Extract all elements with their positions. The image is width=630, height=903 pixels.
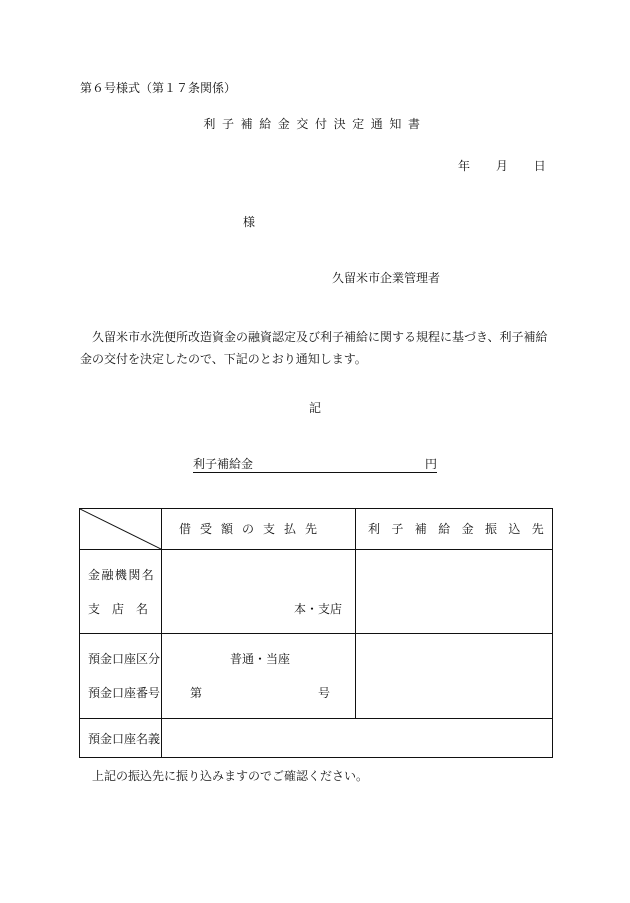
table-vline-2 xyxy=(355,509,356,718)
body-text: 久留米市水洗便所改造資金の融資認定及び利子補給に関する規程に基づき、利子補給金の交付を決定したので、下記のとおり通知します。 xyxy=(80,330,548,366)
account-table xyxy=(79,508,556,758)
account-number-suffix: 号 xyxy=(318,686,331,700)
confirmation-note: 上記の振込先に振り込みますのでご確認ください。 xyxy=(92,769,369,783)
date-year: 年 xyxy=(458,159,471,173)
account-number-label: 預金口座番号 xyxy=(88,686,161,700)
amount-line xyxy=(193,458,437,473)
account-type-label: 預金口座区分 xyxy=(88,652,161,666)
branch-name-label: 支 店 名 xyxy=(88,602,149,616)
table-hline-2 xyxy=(80,633,552,634)
document-title: 利子補給金交付決定通知書 xyxy=(203,117,427,131)
addressee-suffix: 様 xyxy=(243,215,256,229)
date-day: 日 xyxy=(533,159,546,173)
header-diagonal-line xyxy=(80,509,161,549)
table-hline-1 xyxy=(80,549,552,550)
table-hline-3 xyxy=(80,718,552,719)
col2-header: 利子補給金振込先 xyxy=(368,522,556,536)
branch-option: 本・支店 xyxy=(294,602,343,616)
date-month: 月 xyxy=(495,159,508,173)
amount-label: 利子補給金 xyxy=(193,457,254,471)
account-type-option: 普通・当座 xyxy=(230,652,291,666)
form-number: 第６号様式（第１７条関係） xyxy=(80,81,237,95)
sender-name: 久留米市企業管理者 xyxy=(332,271,441,285)
bank-name-label: 金融機関名 xyxy=(88,568,156,582)
date-line xyxy=(458,160,546,172)
col1-header: 借受額の支払先 xyxy=(179,522,327,536)
ki-heading: 記 xyxy=(308,401,321,415)
account-number-prefix: 第 xyxy=(190,686,203,700)
account-holder-label: 預金口座名義 xyxy=(88,732,161,746)
amount-unit: 円 xyxy=(424,457,437,471)
